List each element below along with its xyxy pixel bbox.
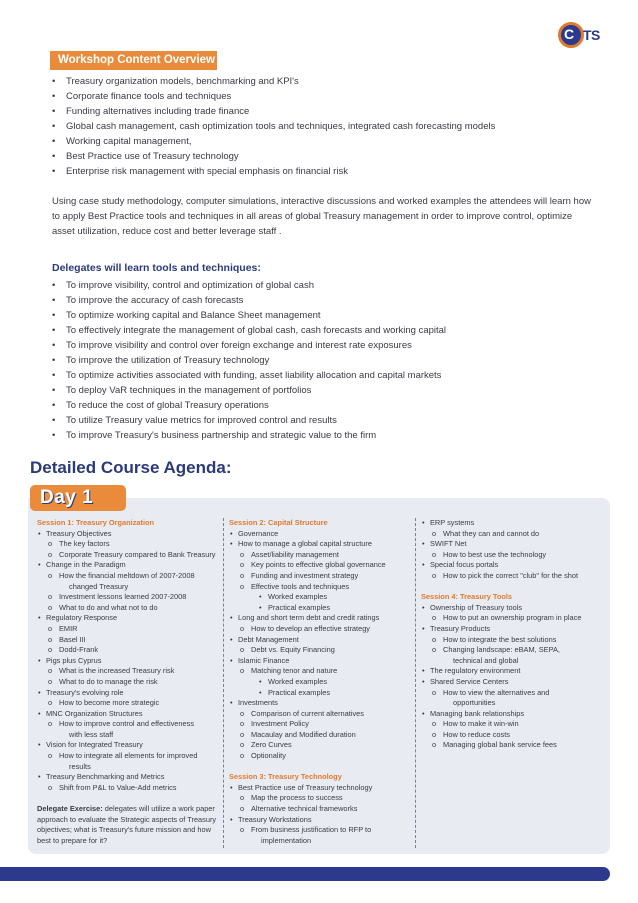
agenda-item: o How to integrate all elements for improved [37, 751, 223, 762]
agenda-item: o How to integrate the best solutions [421, 635, 607, 646]
agenda-item: • Vision for Integrated Treasury [37, 740, 223, 751]
delegate-exercise-label: Delegate Exercise: [37, 804, 103, 814]
agenda-item: • Investments [229, 698, 415, 709]
list-item: • Working capital management, [52, 134, 495, 149]
agenda-item: • Treasury Benchmarking and Metrics [37, 772, 223, 783]
delegates-heading: Delegates will learn tools and techniques: [52, 262, 261, 274]
agenda-item: • Worked examples [229, 592, 415, 603]
agenda-item: • Shared Service Centers [421, 677, 607, 688]
cts-logo [558, 22, 606, 48]
agenda-item: • Worked examples [229, 677, 415, 688]
agenda-item: o What they can and cannot do [421, 529, 607, 540]
agenda-item: o Key points to effective global governance [229, 560, 415, 571]
agenda-item: • Treasury Objectives [37, 529, 223, 540]
list-item: • To effectively integrate the management of global cash, cash forecasts and working capital [52, 323, 446, 338]
agenda-item: • Regulatory Response [37, 613, 223, 624]
agenda-item: • Treasury's evolving role [37, 688, 223, 699]
agenda-item: • Best Practice use of Treasury technology [229, 783, 415, 794]
agenda-item: o From business justification to RFP to [229, 825, 415, 836]
agenda-item: o Map the process to success [229, 793, 415, 804]
delegates-bullet-list [52, 278, 446, 443]
agenda-item: technical and global [453, 655, 519, 665]
list-item: • To improve the utilization of Treasury technology [52, 353, 446, 368]
agenda-item: o Zero Curves [229, 740, 415, 751]
spacer [37, 793, 223, 804]
list-item: • Global cash management, cash optimization tools and techniques, integrated cash forecasting models [52, 119, 495, 134]
spacer [229, 762, 415, 773]
list-item: • Best Practice use of Treasury technology [52, 149, 495, 164]
agenda-column-2 [229, 518, 415, 846]
agenda-item: • Managing bank relationships [421, 709, 607, 720]
logo-letter-c: C [564, 26, 575, 42]
list-item: • Corporate finance tools and techniques [52, 89, 495, 104]
agenda-item: o Funding and investment strategy [229, 571, 415, 582]
list-item: • To deploy VaR techniques in the management of portfolios [52, 383, 446, 398]
agenda-item: • Special focus portals [421, 560, 607, 571]
agenda-item: opportunities [453, 698, 496, 708]
list-item: • To improve visibility and control over foreign exchange and interest rate exposures [52, 338, 446, 353]
agenda-item: o Basel III [37, 635, 223, 646]
agenda-item: o What is the increased Treasury risk [37, 666, 223, 677]
list-item: • To improve visibility, control and optimization of global cash [52, 278, 446, 293]
list-item: • Treasury organization models, benchmarking and KPI's [52, 74, 495, 89]
agenda-item: implementation [261, 835, 312, 845]
agenda-item: • Ownership of Treasury tools [421, 603, 607, 614]
agenda-item: o How to pick the correct "club" for the shot [421, 571, 607, 582]
column-divider [223, 518, 224, 848]
overview-bullet-list [52, 74, 495, 179]
agenda-item: o How to develop an effective strategy [229, 624, 415, 635]
agenda-item: • How to manage a global capital structure [229, 539, 415, 550]
agenda-item: o How to make it win-win [421, 719, 607, 730]
agenda-item: o Debt vs. Equity Financing [229, 645, 415, 656]
agenda-item: • Long and short term debt and credit ratings [229, 613, 415, 624]
agenda-item: • Debt Management [229, 635, 415, 646]
overview-heading: Workshop Content Overview [50, 51, 217, 70]
agenda-item: o Dodd-Frank [37, 645, 223, 656]
agenda-item: o Investment lessons learned 2007-2008 [37, 592, 223, 603]
agenda-item: • Practical examples [229, 603, 415, 614]
agenda-item: with less staff [69, 729, 114, 739]
logo-letters-ts: TS [583, 27, 600, 43]
agenda-item: o Alternative technical frameworks [229, 804, 415, 815]
agenda-item: • Practical examples [229, 688, 415, 699]
agenda-item: o Investment Policy [229, 719, 415, 730]
list-item: • To optimize activities associated with funding, asset liability allocation and capital markets [52, 368, 446, 383]
agenda-item: results [69, 761, 91, 771]
agenda-item: o How to reduce costs [421, 730, 607, 741]
agenda-item: o Corporate Treasury compared to Bank Treasury [37, 550, 223, 561]
agenda-item: o EMIR [37, 624, 223, 635]
overview-paragraph: Using case study methodology, computer simulations, interactive discussions and worked examples the attendees will learn how to apply Best Practice tools and techniques in all areas of global Treasury management in order to improve control, optimize asset utilization, reduce cost and better leverage staff . [52, 196, 591, 237]
agenda-item: o Asset/liability management [229, 550, 415, 561]
agenda-item: • Pigs plus Cyprus [37, 656, 223, 667]
agenda-column-3 [421, 518, 607, 751]
session-heading: Session 1: Treasury Organization [37, 518, 155, 527]
agenda-item: o What to do and what not to do [37, 603, 223, 614]
agenda-item: o What to do to manage the risk [37, 677, 223, 688]
column-divider [415, 518, 416, 848]
agenda-item: o Macaulay and Modified duration [229, 730, 415, 741]
agenda-item: • The regulatory environment [421, 666, 607, 677]
day-label: Day 1 [40, 487, 94, 508]
delegate-exercise-text: delegates will utilize a work paper approach to evaluate the Strategic aspects of Treasury objectives; what is Treasury's future mission and how best to prepare for it? [37, 804, 217, 845]
list-item: • To improve Treasury's business partnership and strategic value to the firm [52, 428, 446, 443]
agenda-item: o How to improve control and effectiveness [37, 719, 223, 730]
agenda-item: changed Treasury [69, 581, 129, 591]
agenda-item: • Change in the Paradigm [37, 560, 223, 571]
agenda-column-1 [37, 518, 223, 846]
agenda-item: • Treasury Products [421, 624, 607, 635]
agenda-item: • SWIFT Net [421, 539, 607, 550]
session-heading: Session 3: Treasury Technology [229, 772, 342, 782]
agenda-title: Detailed Course Agenda: [30, 458, 232, 477]
spacer [421, 582, 607, 593]
agenda-item: o Comparison of current alternatives [229, 709, 415, 720]
agenda-item: o Matching tenor and nature [229, 666, 415, 677]
agenda-item: • ERP systems [421, 518, 607, 529]
agenda-item: • Treasury Workstations [229, 815, 415, 826]
list-item: • Enterprise risk management with special emphasis on financial risk [52, 164, 495, 179]
list-item: • Funding alternatives including trade finance [52, 104, 495, 119]
agenda-item: o Optionality [229, 751, 415, 762]
agenda-item: o How to become more strategic [37, 698, 223, 709]
list-item: • To utilize Treasury value metrics for improved control and results [52, 413, 446, 428]
agenda-item: o How to best use the technology [421, 550, 607, 561]
agenda-item: • Governance [229, 529, 415, 540]
list-item: • To optimize working capital and Balance Sheet management [52, 308, 446, 323]
agenda-item: o How to view the alternatives and [421, 688, 607, 699]
agenda-item: o How the financial meltdown of 2007-2008 [37, 571, 223, 582]
agenda-item: o Managing global bank service fees [421, 740, 607, 751]
session-heading: Session 4: Treasury Tools [421, 592, 513, 602]
session-heading: Session 2: Capital Structure [229, 518, 328, 527]
agenda-item: o Shift from P&L to Value-Add metrics [37, 783, 223, 794]
agenda-item: o How to put an ownership program in place [421, 613, 607, 624]
list-item: • To reduce the cost of global Treasury operations [52, 398, 446, 413]
agenda-item: • Islamic Finance [229, 656, 415, 667]
footer-bar [0, 867, 610, 881]
agenda-item: o The key factors [37, 539, 223, 550]
list-item: • To improve the accuracy of cash forecasts [52, 293, 446, 308]
delegate-exercise [37, 804, 219, 846]
agenda-item: o Changing landscape: eBAM, SEPA, [421, 645, 607, 656]
agenda-item: • MNC Organization Structures [37, 709, 223, 720]
agenda-item: o Effective tools and techniques [229, 582, 415, 593]
